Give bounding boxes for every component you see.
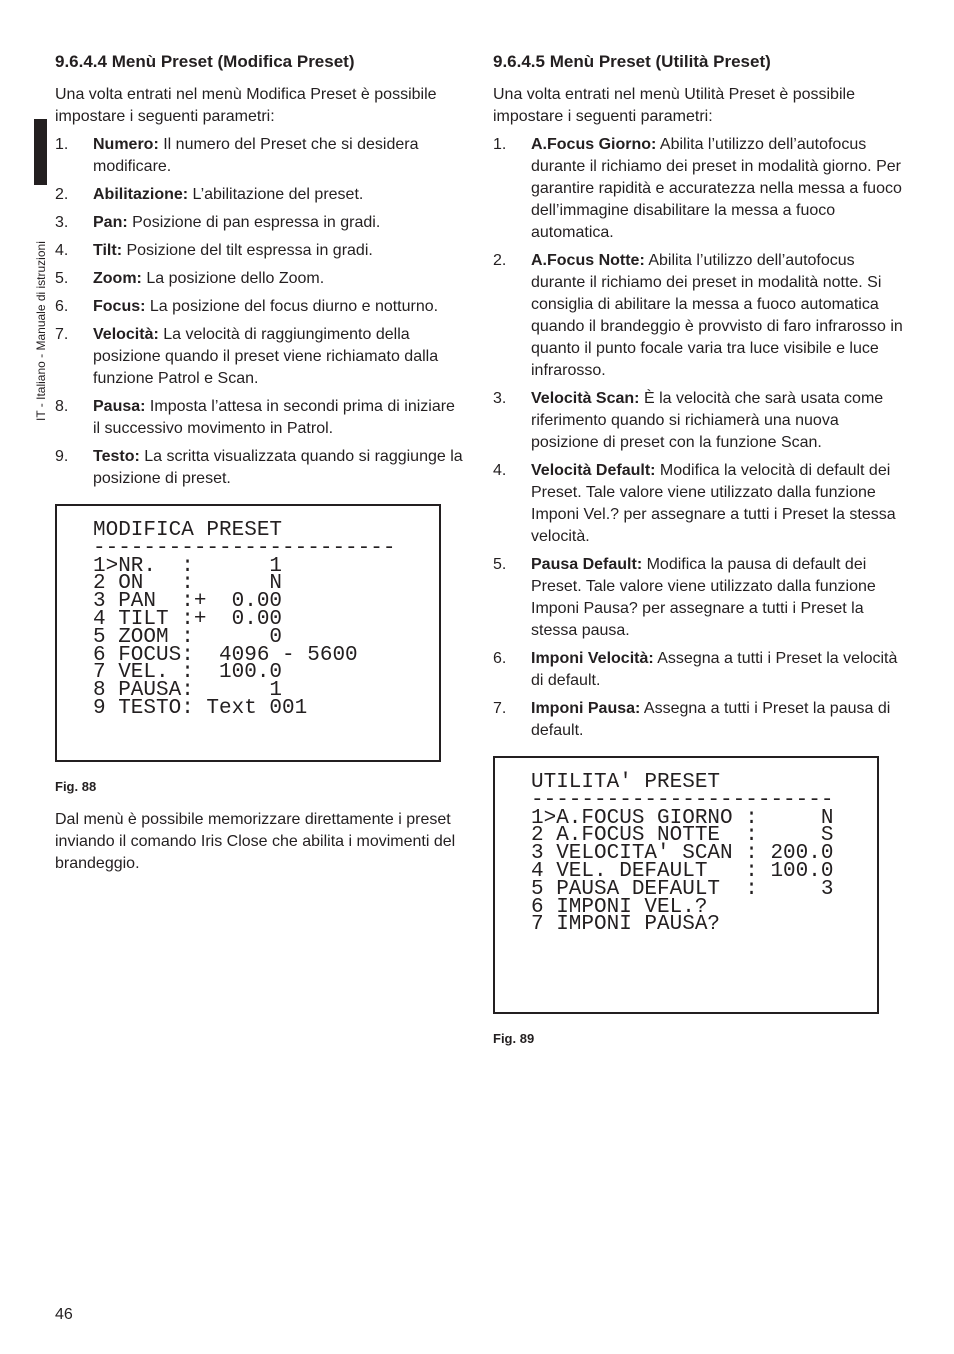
item-term: Pausa:: [93, 398, 146, 415]
osd-line: 7 VEL. : 100.0: [93, 661, 283, 685]
item-description: [531, 134, 903, 244]
item-term: Focus:: [93, 298, 146, 315]
osd-line: 5 PAUSA DEFAULT : 3: [531, 877, 834, 901]
item-term: Velocità Scan:: [531, 390, 640, 407]
item-term: A.Focus Giorno:: [531, 136, 657, 153]
item-number: 3.: [55, 214, 69, 231]
osd-line: 1>NR. : 1: [93, 554, 283, 578]
after-figure-text: Dal menù è possibile memorizzare direttamente i preset inviando il comando Iris Close che abilita i movimenti del brandeggio.: [55, 811, 456, 872]
item-term: A.Focus Notte:: [531, 252, 645, 269]
osd-line: ------------------------: [531, 788, 834, 812]
list-item: [55, 134, 465, 178]
item-description: [531, 554, 903, 642]
item-text: È la velocità che sarà usata come riferimento quando si richiamerà una nuova posizione di preset con la funzione Scan.: [531, 390, 884, 451]
item-number: 4.: [493, 462, 507, 479]
osd-line: 9 TESTO: Text 001: [93, 696, 308, 720]
figure-caption: Fig. 89: [493, 1031, 535, 1046]
item-text: Assegna a tutti i Preset la pausa di default.: [531, 700, 891, 739]
item-text: Posizione del tilt espressa in gradi.: [122, 242, 373, 259]
list-item: [55, 240, 465, 262]
item-term: Zoom:: [93, 270, 142, 287]
osd-screen-modifica-preset: [55, 504, 441, 762]
intro-text: Una volta entrati nel menù Modifica Preset è possibile impostare i seguenti parametri:: [55, 86, 437, 125]
item-text: Modifica la pausa di default dei Preset. Tale valore viene utilizzato dalla funzione Imponi Pausa? per assegnare a tutti i Preset la stessa pausa.: [531, 556, 876, 639]
intro-text: Una volta entrati nel menù Utilità Preset è possibile impostare i seguenti parametri:: [493, 86, 855, 125]
item-description: [93, 268, 465, 290]
item-term: Abilitazione:: [93, 186, 189, 203]
item-text: Modifica la velocità di default dei Preset. Tale valore viene utilizzato dalla funzione Imponi Vel.? per assegnare a tutti i Preset la stessa velocità.: [531, 462, 896, 545]
item-description: [93, 296, 465, 318]
item-number: 7.: [493, 700, 507, 717]
item-description: [531, 698, 903, 742]
osd-line: 1>A.FOCUS GIORNO : N: [531, 806, 834, 830]
item-description: [93, 212, 465, 234]
osd-line: 4 VEL. DEFAULT : 100.0: [531, 859, 834, 883]
item-number: 9.: [55, 448, 69, 465]
item-description: [531, 648, 903, 692]
list-item: [55, 212, 465, 234]
item-description: [93, 396, 465, 440]
item-description: [93, 324, 465, 390]
list-item: [493, 388, 903, 454]
item-number: 7.: [55, 326, 69, 343]
item-description: [93, 134, 465, 178]
item-number: 2.: [55, 186, 69, 203]
osd-line: 6 FOCUS: 4096 - 5600: [93, 643, 358, 667]
item-term: Imponi Velocità:: [531, 650, 654, 667]
page-number: 46: [55, 1306, 73, 1323]
item-term: Tilt:: [93, 242, 123, 259]
item-number: 6.: [55, 298, 69, 315]
item-text: Imposta l’attesa in secondi prima di iniziare il successivo movimento in Patrol.: [93, 398, 455, 437]
list-item: [493, 460, 903, 548]
osd-line: 2 A.FOCUS NOTTE : S: [531, 824, 834, 848]
item-number: 3.: [493, 390, 507, 407]
section-marker-bar: [34, 119, 47, 185]
item-text: Abilita l’utilizzo dell’autofocus durante il richiamo dei preset in modalità giorno. Per garantire rapidità e accuratezza nella messa a fuoco dell’immagine disabilitare la messa a fuoco automatica.: [531, 136, 902, 241]
item-term: Velocità:: [93, 326, 159, 343]
item-term: Pan:: [93, 214, 128, 231]
list-item: [55, 396, 465, 440]
osd-text: [93, 519, 396, 720]
osd-line: ------------------------: [93, 536, 396, 560]
item-text: Posizione di pan espressa in gradi.: [127, 214, 381, 231]
item-term: Numero:: [93, 136, 159, 153]
parameter-list: [493, 134, 903, 742]
item-description: [93, 446, 465, 490]
list-item: [493, 648, 903, 692]
item-number: 1.: [493, 136, 507, 153]
list-item: [55, 296, 465, 318]
list-item: [493, 250, 903, 382]
item-description: [93, 240, 465, 262]
osd-line: MODIFICA PRESET: [93, 519, 283, 542]
sidebar-label: IT - Italiano - Manuale di istruzioni: [34, 241, 48, 421]
osd-line: 2 ON : N: [93, 572, 283, 596]
osd-line: 6 IMPONI VEL.?: [531, 895, 708, 919]
item-description: [531, 460, 903, 548]
list-item: [493, 134, 903, 244]
parameter-list: [55, 134, 465, 490]
item-term: Pausa Default:: [531, 556, 643, 573]
figure-caption: Fig. 88: [55, 779, 97, 794]
osd-line: 3 PAN :+ 0.00: [93, 590, 283, 614]
item-text: La scritta visualizzata quando si raggiunge la posizione di preset.: [93, 448, 463, 487]
item-text: La posizione del focus diurno e notturno.: [145, 298, 439, 315]
list-item: [55, 184, 465, 206]
osd-line: UTILITA' PRESET: [531, 771, 721, 794]
left-column: [55, 50, 465, 875]
item-number: 4.: [55, 242, 69, 259]
item-text: Assegna a tutti i Preset la velocità di default.: [531, 650, 898, 689]
item-description: [531, 388, 903, 454]
item-text: Abilita l’utilizzo dell’autofocus durante il richiamo dei preset in modalità notte. Si consiglia di abilitare la messa a fuoco automatica quando il brandeggio è provvisto di faro infrarosso in quanto il punto focale varia tra luce visibile e luce infrarosso.: [531, 252, 903, 379]
osd-line: 5 ZOOM : 0: [93, 625, 283, 649]
osd-line: 4 TILT :+ 0.00: [93, 607, 283, 631]
item-description: [93, 184, 465, 206]
item-number: 5.: [493, 556, 507, 573]
list-item: [493, 698, 903, 742]
section-heading-modifica-preset: 9.6.4.4 Menù Preset (Modifica Preset): [55, 52, 355, 71]
list-item: [55, 324, 465, 390]
item-number: 1.: [55, 136, 69, 153]
item-description: [531, 250, 903, 382]
item-text: Il numero del Preset che si desidera modificare.: [93, 136, 419, 175]
list-item: [55, 446, 465, 490]
item-number: 5.: [55, 270, 69, 287]
osd-text: [531, 771, 834, 937]
osd-screen-utilita-preset: [493, 756, 879, 1014]
osd-line: 8 PAUSA: 1: [93, 679, 283, 703]
item-number: 8.: [55, 398, 69, 415]
item-text: La velocità di raggiungimento della posizione quando il preset viene richiamato dalla funzione Patrol e Scan.: [93, 326, 439, 387]
item-term: Imponi Pausa:: [531, 700, 641, 717]
item-term: Testo:: [93, 448, 140, 465]
section-heading-utilita-preset: 9.6.4.5 Menù Preset (Utilità Preset): [493, 52, 771, 71]
list-item: [493, 554, 903, 642]
item-number: 6.: [493, 650, 507, 667]
osd-line: 3 VELOCITA' SCAN : 200.0: [531, 842, 834, 866]
item-term: Velocità Default:: [531, 462, 656, 479]
item-number: 2.: [493, 252, 507, 269]
right-column: [493, 50, 903, 1047]
list-item: [55, 268, 465, 290]
item-text: La posizione dello Zoom.: [141, 270, 325, 287]
osd-line: 7 IMPONI PAUSA?: [531, 913, 721, 937]
item-text: L’abilitazione del preset.: [188, 186, 364, 203]
